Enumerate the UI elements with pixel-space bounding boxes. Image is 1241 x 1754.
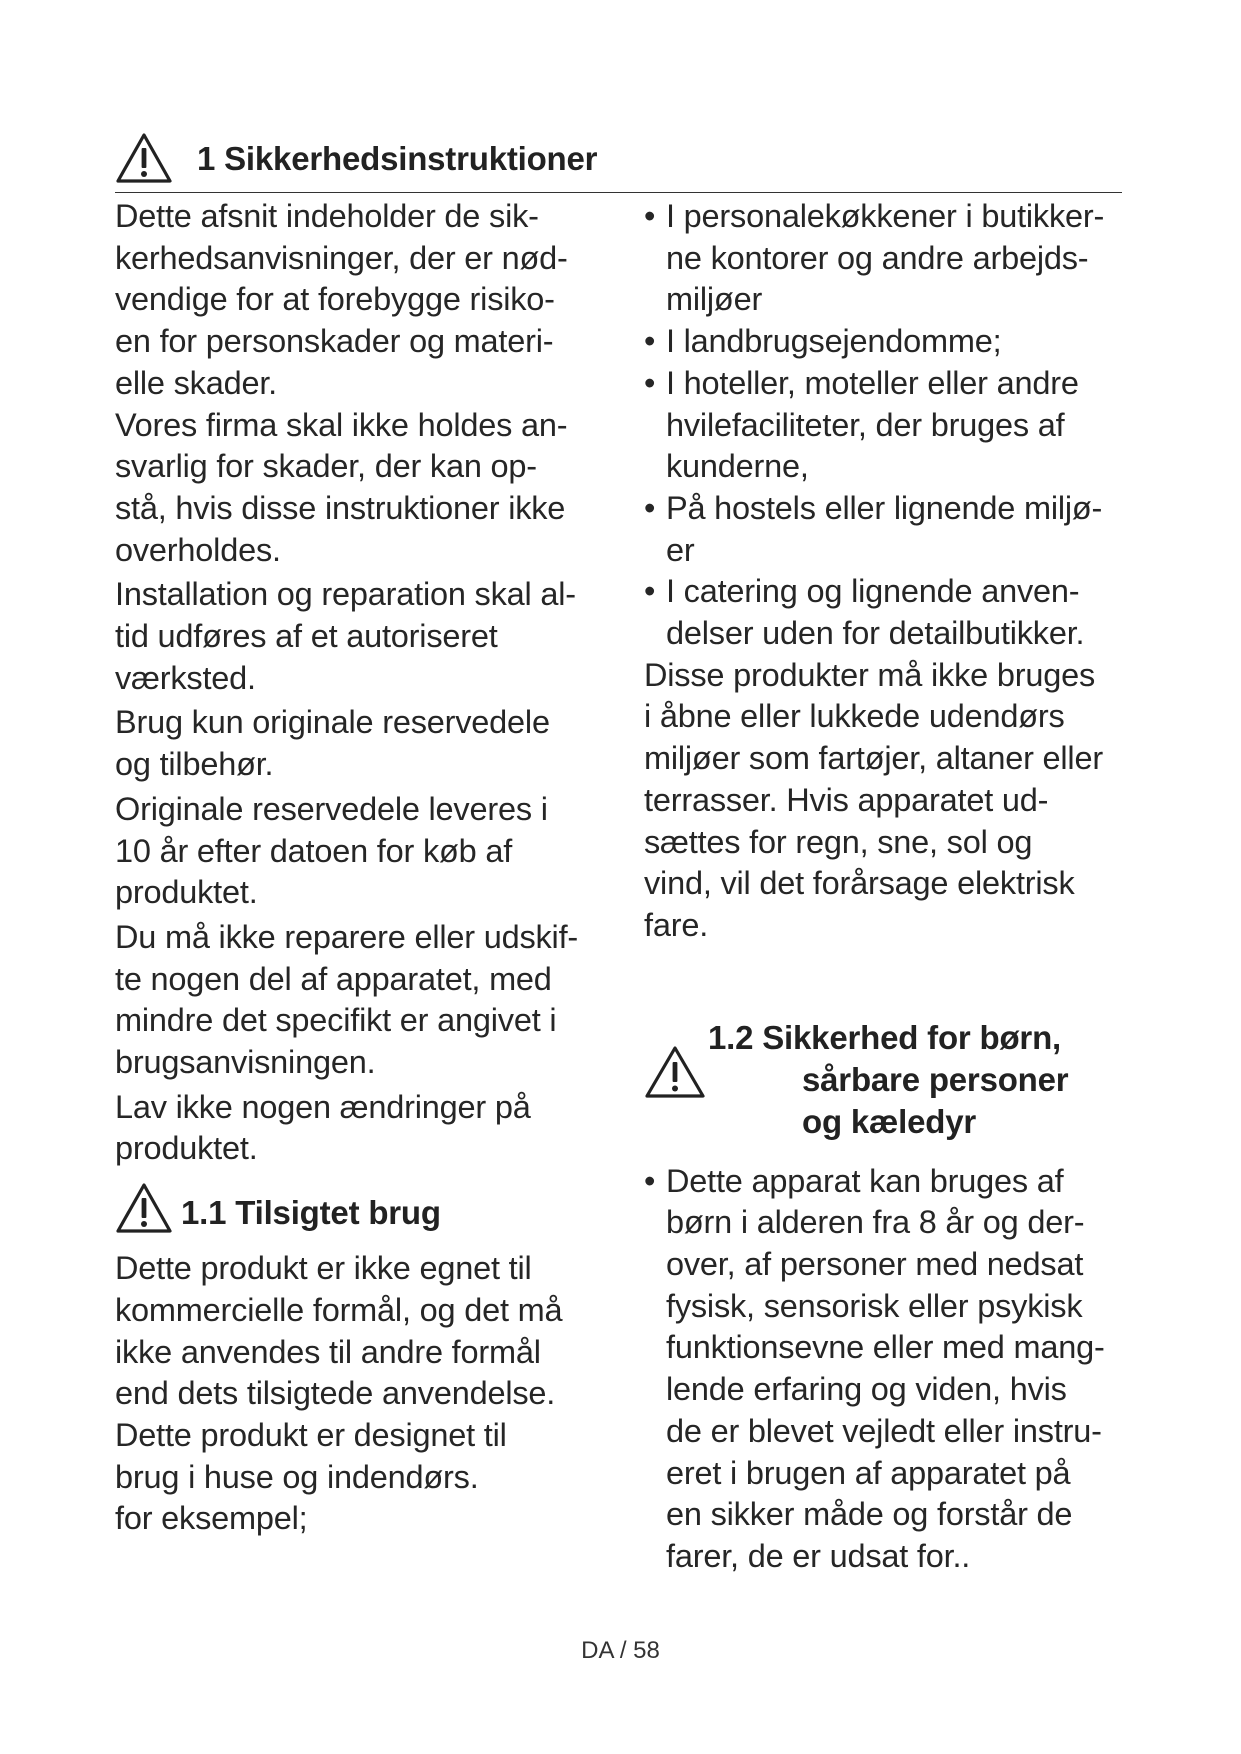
warning-triangle-icon <box>115 1182 173 1234</box>
text-line: vind, vil det forårsage elektrisk <box>644 865 1075 902</box>
text-line: funktionsevne eller med mang- <box>666 1329 1105 1366</box>
text-line: mindre det specifikt er angivet i <box>115 1002 557 1039</box>
text-line: en for personskader og materi- <box>115 323 554 360</box>
text-line: • I hoteller, moteller eller andre <box>666 364 1079 401</box>
text-line: en sikker måde og forstår de <box>666 1496 1073 1533</box>
text-line: • I personalekøkkener i butikker- <box>666 198 1105 234</box>
list-item <box>644 321 1134 363</box>
text-line: Dette produkt er designet til <box>115 1416 507 1453</box>
text-line: lende erfaring og viden, hvis <box>666 1371 1067 1408</box>
intended-use-heading <box>115 1182 615 1248</box>
text-line: te nogen del af apparatet, med <box>115 960 552 997</box>
text-line: brug i huse og indendørs. <box>115 1458 479 1495</box>
modify-paragraph <box>115 1087 615 1170</box>
text-line: Brug kun originale reservedele <box>115 704 550 741</box>
text-line: Installation og reparation skal al- <box>115 576 576 613</box>
list-item <box>644 488 1134 571</box>
text-line: for eksempel; <box>115 1500 308 1537</box>
text-line: over, af personer med nedsat <box>666 1246 1084 1283</box>
intended-use-title: 1.1 Tilsigtet brug <box>181 1194 441 1232</box>
page-number: DA / 58 <box>581 1637 660 1664</box>
text-line: de er blevet vejledt eller instru- <box>666 1412 1102 1449</box>
text-line: • På hostels eller lignende miljø- <box>666 489 1103 526</box>
parts-paragraph <box>115 702 615 785</box>
text-line: • I catering og lignende anven- <box>666 573 1080 610</box>
text-line: fare. <box>644 906 709 943</box>
text-line: vendige for at forebygge risiko- <box>115 281 555 318</box>
text-line: hvilefaciliteter, der bruges af <box>666 406 1065 443</box>
text-line: produktet. <box>115 874 258 911</box>
text-line: Originale reservedele leveres i <box>115 790 548 827</box>
text-line: kerhedsanvisninger, der er nød- <box>115 239 568 276</box>
text-line: • I landbrugsejendomme; <box>666 323 1002 360</box>
children-safety-title-line2: sårbare personer <box>802 1060 1069 1098</box>
text-line: Dette afsnit indeholder de sik- <box>115 198 539 234</box>
text-line: tid udføres af et autoriseret <box>115 618 498 655</box>
left-column <box>115 196 615 1540</box>
text-line: Lav ikke nogen ændringer på <box>115 1088 531 1125</box>
text-line: Dette produkt er ikke egnet til <box>115 1250 532 1287</box>
text-line: kunderne, <box>666 448 809 485</box>
warning-triangle-icon <box>115 132 173 184</box>
list-item <box>644 363 1134 488</box>
text-line: 10 år efter datoen for køb af <box>115 832 513 869</box>
warning-triangle-icon <box>644 1045 706 1099</box>
liability-paragraph <box>115 405 615 572</box>
text-line: er <box>666 531 695 568</box>
installation-paragraph <box>115 574 615 699</box>
list-item <box>644 1161 1134 1578</box>
text-line: ikke anvendes til andre formål <box>115 1333 541 1370</box>
text-line: miljøer <box>666 281 763 318</box>
text-line: svarlig for skader, der kan op- <box>115 448 537 485</box>
text-line: terrasser. Hvis apparatet ud- <box>644 781 1049 818</box>
text-line: produktet. <box>115 1130 258 1167</box>
section-title: 1 Sikkerhedsinstruktioner <box>197 140 598 177</box>
text-line: Vores firma skal ikke holdes an- <box>115 406 568 443</box>
list-item <box>644 196 1134 321</box>
text-line: børn i alderen fra 8 år og der- <box>666 1204 1085 1241</box>
right-column <box>644 196 1134 1578</box>
text-line: end dets tilsigtede anvendelse. <box>115 1375 556 1412</box>
children-safety-title-line1: 1.2 Sikkerhed for børn, <box>708 1018 1062 1056</box>
repair-paragraph <box>115 917 615 1084</box>
section-header <box>115 132 1122 193</box>
text-line: overholdes. <box>115 531 281 568</box>
text-line: delser uden for detailbutikker. <box>666 615 1085 652</box>
text-line: farer, de er udsat for.. <box>666 1537 971 1574</box>
intended-use-paragraph <box>115 1248 615 1540</box>
text-line: stå, hvis disse instruktioner ikke <box>115 489 566 526</box>
list-item <box>644 571 1134 654</box>
supply-paragraph <box>115 789 615 914</box>
text-line: • Dette apparat kan bruges af <box>666 1162 1064 1199</box>
text-line: brugsanvisningen. <box>115 1044 376 1081</box>
text-line: Disse produkter må ikke bruges <box>644 656 1095 693</box>
text-line: kommercielle formål, og det må <box>115 1291 563 1328</box>
intro-paragraph <box>115 196 615 405</box>
text-line: Du må ikke reparere eller udskif- <box>115 918 579 955</box>
text-line: i åbne eller lukkede udendørs <box>644 698 1065 735</box>
text-line: og tilbehør. <box>115 746 274 783</box>
text-line: sættes for regn, sne, sol og <box>644 823 1033 860</box>
children-safety-heading <box>644 1017 1134 1157</box>
text-line: miljøer som fartøjer, altaner eller <box>644 740 1103 777</box>
text-line: fysisk, sensorisk eller psykisk <box>666 1287 1083 1324</box>
text-line: elle skader. <box>115 364 278 401</box>
text-line: værksted. <box>115 659 256 696</box>
text-line: eret i brugen af apparatet på <box>666 1454 1071 1491</box>
children-safety-title-line3: og kæledyr <box>802 1102 977 1140</box>
outdoor-paragraph <box>644 655 1134 947</box>
text-line: ne kontorer og andre arbejds- <box>666 239 1089 276</box>
